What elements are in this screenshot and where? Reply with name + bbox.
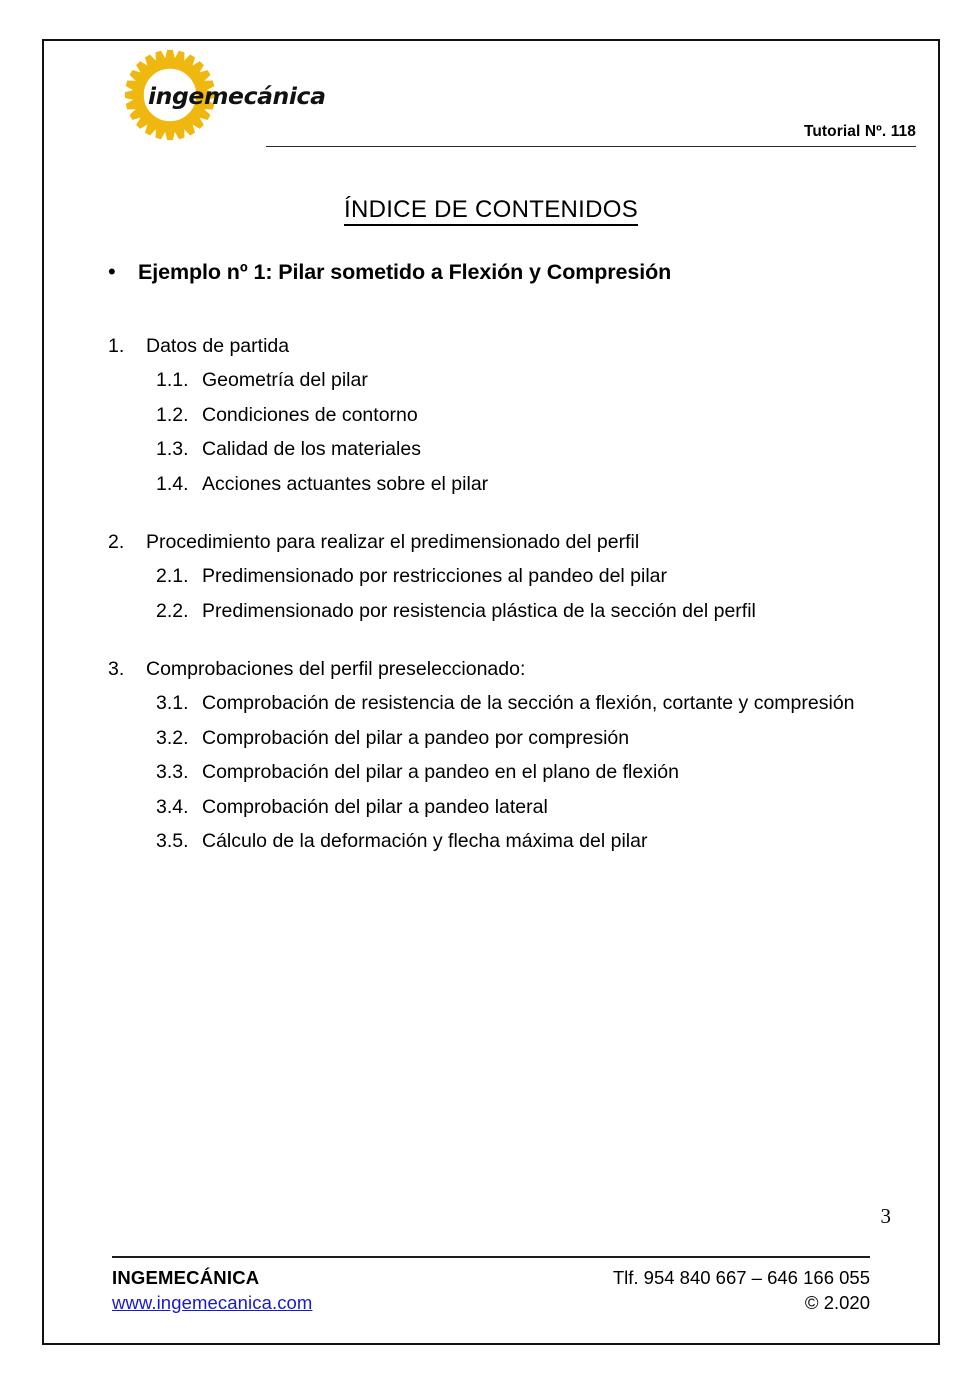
toc-label: Predimensionado por resistencia plástica de la sección del perfil <box>202 599 756 622</box>
toc-item-1[interactable] <box>44 329 938 363</box>
toc-item-2-2[interactable] <box>44 594 938 629</box>
page-title <box>44 196 938 224</box>
header-rule-row <box>266 117 916 147</box>
toc-item-1-1[interactable] <box>44 363 938 398</box>
toc-item-3-1[interactable] <box>44 686 938 721</box>
toc-item-1-3[interactable] <box>44 432 938 467</box>
toc-number: 3.2. <box>156 726 189 749</box>
toc-label: Comprobación del pilar a pandeo en el plano de flexión <box>202 761 679 783</box>
footer-row-bottom <box>112 1290 870 1315</box>
page-header <box>44 41 938 151</box>
toc-label: Condiciones de contorno <box>202 403 418 426</box>
table-of-contents <box>44 329 938 883</box>
toc-item-3-3[interactable] <box>44 755 938 790</box>
toc-item-3-4[interactable] <box>44 790 938 825</box>
footer-divider <box>112 1256 870 1258</box>
toc-label: Comprobación del pilar a pandeo lateral <box>202 795 548 818</box>
toc-number: 2. <box>108 531 125 553</box>
footer-row-top <box>112 1265 870 1290</box>
toc-number: 3.1. <box>156 692 189 714</box>
toc-number: 2.2. <box>156 599 189 622</box>
toc-item-2[interactable] <box>44 525 938 559</box>
toc-item-2-1[interactable] <box>44 559 938 594</box>
toc-label: Predimensionado por restricciones al pandeo del pilar <box>202 565 668 587</box>
toc-label: Comprobaciones del perfil preseleccionado: <box>146 658 526 680</box>
toc-label: Acciones actuantes sobre el pilar <box>202 472 489 495</box>
toc-group <box>44 652 938 859</box>
footer-company-name: INGEMECÁNICA <box>112 1267 260 1288</box>
document-page <box>42 39 940 1345</box>
toc-number: 2.1. <box>156 565 189 587</box>
toc-label: Calidad de los materiales <box>202 438 421 460</box>
toc-group <box>44 329 938 501</box>
footer-website-link[interactable]: www.ingemecanica.com <box>112 1292 313 1313</box>
tutorial-number-label: Tutorial Nº. 118 <box>803 123 916 140</box>
toc-number: 1. <box>108 335 125 357</box>
toc-label: Procedimiento para realizar el predimensionado del perfil <box>146 531 640 553</box>
toc-number: 3.4. <box>156 795 189 818</box>
toc-item-1-2[interactable] <box>44 398 938 433</box>
brand-wordmark: ingemecánica <box>148 82 326 110</box>
example-heading <box>108 260 908 285</box>
page-number: 3 <box>880 1204 891 1228</box>
toc-label: Geometría del pilar <box>202 369 368 391</box>
toc-number: 1.4. <box>156 472 189 495</box>
page-title-text: ÍNDICE DE CONTENIDOS <box>344 196 638 226</box>
bullet-icon: • <box>108 259 116 284</box>
toc-label: Comprobación del pilar a pandeo por compresión <box>202 726 630 749</box>
toc-label: Datos de partida <box>146 335 290 357</box>
toc-item-3[interactable] <box>44 652 938 686</box>
toc-number: 1.2. <box>156 403 189 426</box>
toc-number: 1.3. <box>156 438 189 460</box>
toc-label: Cálculo de la deformación y flecha máxima del pilar <box>202 830 648 852</box>
toc-number: 1.1. <box>156 369 189 391</box>
footer-copyright: © 2.020 <box>804 1292 870 1313</box>
toc-item-1-4[interactable] <box>44 467 938 502</box>
toc-item-3-5[interactable] <box>44 824 938 859</box>
toc-label: Comprobación de resistencia de la sección a flexión, cortante y compresión <box>202 692 855 714</box>
toc-number: 3.3. <box>156 761 189 783</box>
toc-item-3-2[interactable] <box>44 721 938 756</box>
toc-group <box>44 525 938 628</box>
example-heading-text: Ejemplo nº 1: Pilar sometido a Flexión y Compresión <box>138 260 672 284</box>
toc-number: 3. <box>108 658 125 680</box>
header-divider <box>266 146 916 147</box>
footer-phone: Tlf. 954 840 667 – 646 166 055 <box>612 1267 870 1288</box>
page-footer <box>44 1256 938 1315</box>
toc-number: 3.5. <box>156 830 189 852</box>
